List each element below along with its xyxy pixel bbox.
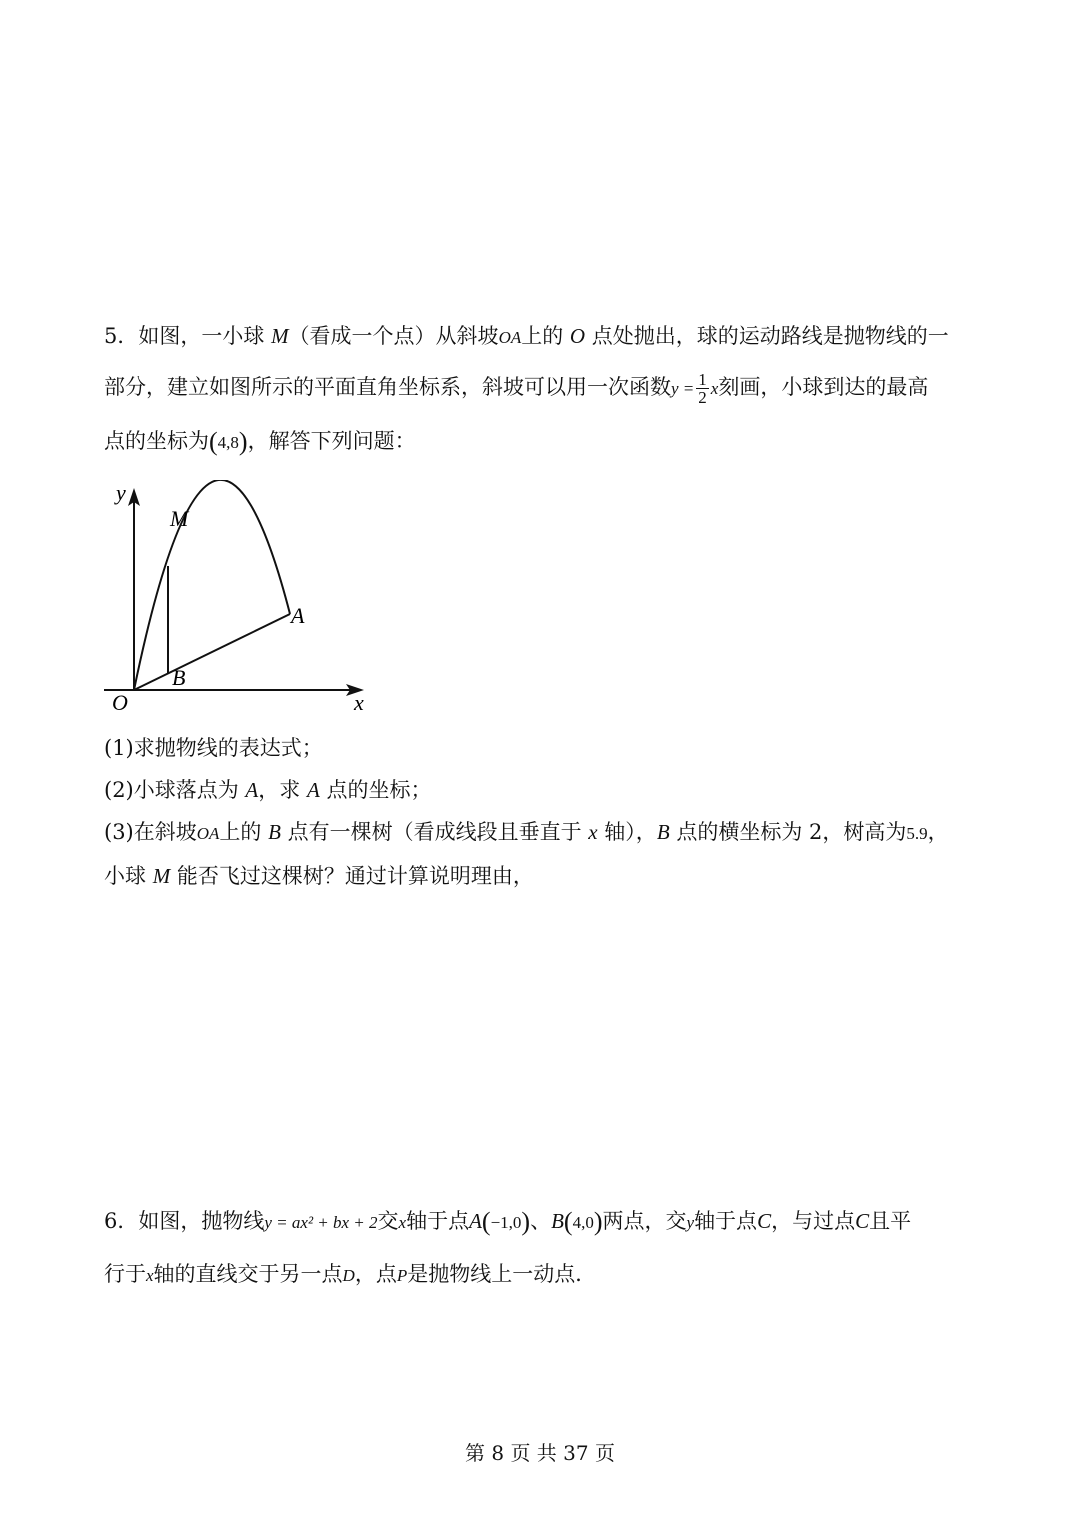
q6-line-2: 行于x轴的直线交于另一点D，点P是抛物线上一动点． — [104, 1262, 597, 1286]
label-A: A — [291, 603, 305, 628]
fraction-one-half: $\frac{1}{2}$ — [698, 370, 707, 407]
label-O: O — [112, 690, 128, 715]
q5-figure — [96, 480, 386, 720]
page-footer: 第 8 页 共 37 页 — [465, 1441, 615, 1465]
label-B: B — [172, 665, 186, 690]
q5-line-3: 点的坐标为(4,8)，解答下列问题： — [104, 427, 416, 456]
q6-line-1: 6．如图，抛物线y = ax² + bx + 2交x轴于点A(−1,0)、B(4,0)两点，交y轴于点C，与过点C且平 — [104, 1207, 912, 1236]
label-y: y — [116, 480, 126, 505]
q5-line-1: 5．如图，一小球 M（看成一个点）从斜坡OA上的 O 点处抛出，球的运动路线是抛物线的一 — [104, 324, 949, 348]
q5-line-2: 部分，建立如图所示的平面直角坐标系，斜坡可以用一次函数y = $\frac{1}{2}$ x刻画，小球到达的最高 — [104, 370, 929, 407]
label-M: M — [170, 506, 189, 531]
slope-line-OA — [134, 614, 290, 690]
parabola-curve — [134, 480, 290, 690]
q5-sub-1: (1)求抛物线的表达式； — [104, 736, 323, 760]
q5-sub-3-line-2: 小球 M 能否飞过这棵树？通过计算说明理由， — [104, 864, 534, 888]
q5-sub-2: (2)小球落点为 A，求 A 点的坐标； — [104, 778, 432, 802]
label-x: x — [354, 690, 364, 715]
q5-sub-3-line-1: (3)在斜坡OA上的 B 点有一棵树（看成线段且垂直于 x 轴），B 点的横坐标为 2，树高为5.9， — [104, 820, 949, 844]
